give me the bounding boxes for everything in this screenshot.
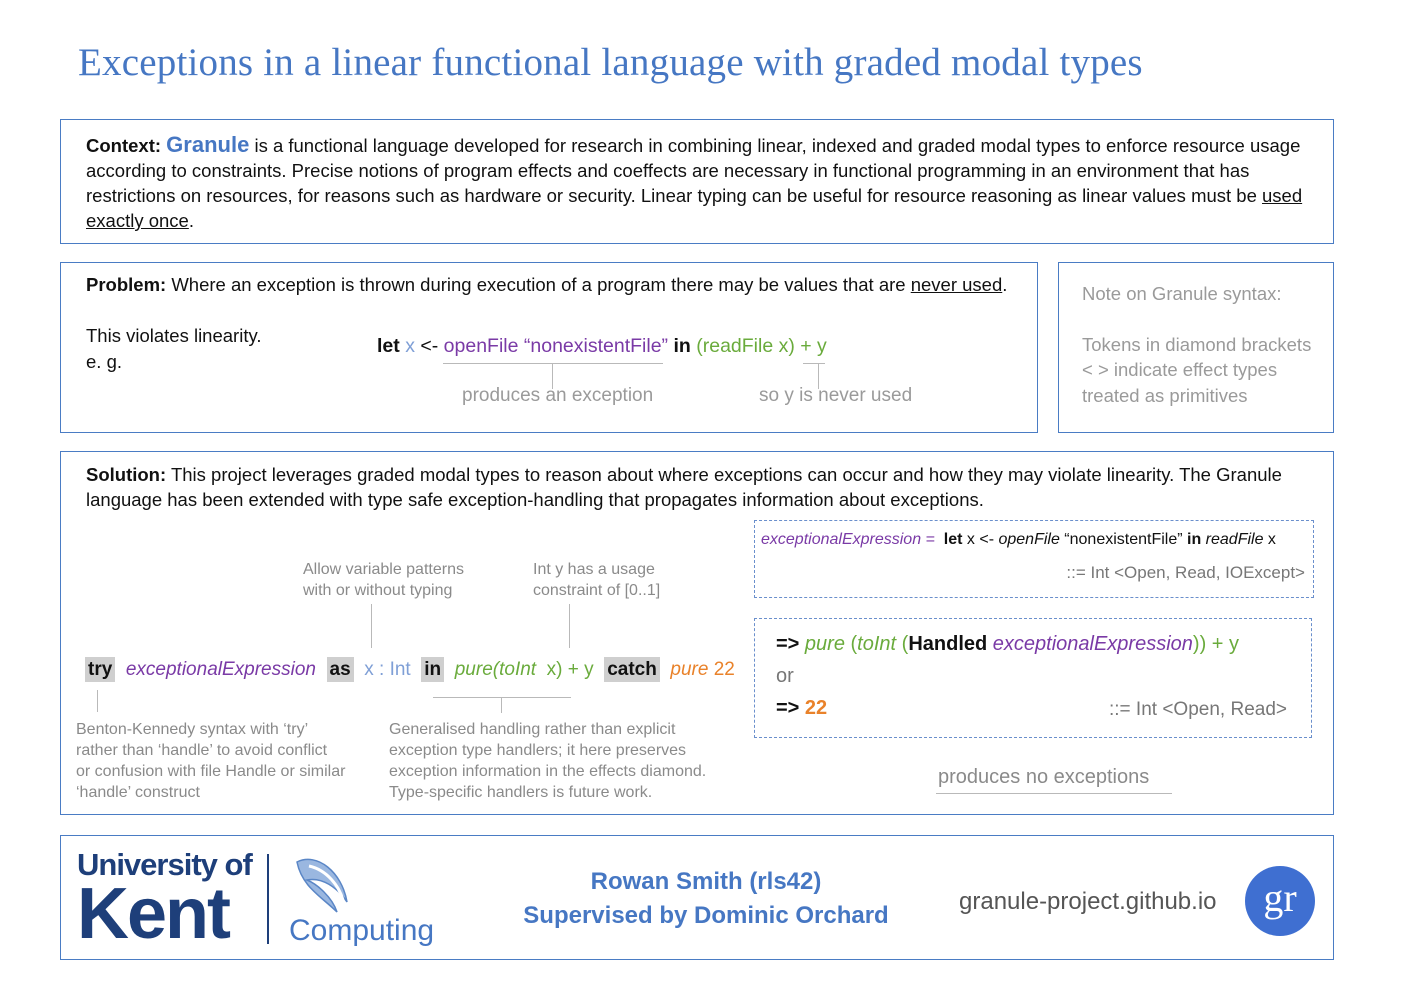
solution-paragraph: [86, 462, 1321, 512]
no-exceptions-text: produces no exceptions: [938, 766, 1150, 788]
code-let: let: [377, 335, 400, 357]
result-arrow2: =>: [776, 697, 800, 719]
def-file: “nonexistentFile”: [1059, 531, 1188, 548]
kent-text: Kent: [77, 874, 229, 954]
university-logo: [77, 847, 252, 954]
context-section: [60, 119, 1334, 244]
problem-underline: never used: [910, 274, 1003, 295]
annotation-y-never-used: so y is never used: [759, 385, 913, 406]
result-pure: pure: [804, 633, 845, 655]
computing-text: Computing: [289, 914, 435, 947]
note-benton-line1: Benton-Kennedy syntax with ‘try’: [76, 721, 309, 738]
result-22: 22: [804, 697, 828, 719]
result-type: ::= Int <Open, Read>: [1109, 699, 1287, 720]
expression-definition: [761, 531, 1276, 549]
code-in: in: [673, 335, 691, 357]
def-openfile: openFile: [998, 531, 1060, 548]
solution-label: Solution:: [86, 464, 167, 485]
code-pure-close: x) + y: [536, 659, 594, 680]
kw-catch: catch: [604, 657, 660, 682]
note-patterns-line2: with or without typing: [303, 582, 453, 599]
code-rest: (readFile x) + y: [696, 335, 827, 357]
note-benton: [76, 719, 345, 803]
granule-gr-logo: [1245, 866, 1315, 936]
kw-in: in: [421, 657, 444, 682]
def-x-arrow: x <-: [962, 531, 999, 548]
try-catch-code: [85, 659, 735, 681]
note-patterns-line1: Allow variable patterns: [303, 561, 464, 578]
kw-as: as: [327, 657, 354, 682]
syntax-note-line2: < > indicate effect types: [1082, 359, 1278, 380]
computing-logo: [283, 850, 443, 954]
def-in: in: [1187, 531, 1202, 548]
note-general-line3: exception information in the effects diamond.: [389, 763, 707, 780]
code-arrow: <-: [420, 335, 439, 357]
solution-section: [60, 451, 1334, 815]
note-usage-line1: Int y has a usage: [533, 561, 655, 578]
note-benton-line4: ‘handle’ construct: [76, 784, 200, 801]
code-expr: exceptionalExpression: [125, 659, 316, 680]
result-expr: exceptionalExpression: [987, 633, 1193, 655]
note-general-line1: Generalised handling rather than explicit: [389, 721, 676, 738]
result-line1: [776, 633, 1239, 656]
note-benton-line2: rather than ‘handle’ to avoid conflict: [76, 742, 328, 759]
def-x: x: [1263, 531, 1276, 548]
general-connector: [501, 697, 502, 713]
page-title: Exceptions in a linear functional language with graded modal types: [78, 41, 1143, 84]
problem-text: Where an exception is thrown during execution of a program there may be values that are: [166, 274, 911, 295]
code-xint: x : Int: [364, 659, 411, 680]
code-22: 22: [713, 659, 735, 680]
benton-connector: [97, 690, 98, 712]
result-box: [754, 618, 1312, 738]
annotation-exception: produces an exception: [462, 385, 654, 406]
problem-section: [60, 262, 1038, 433]
context-paragraph: [86, 132, 1321, 233]
general-line: [433, 697, 571, 698]
result-or: or: [776, 665, 794, 687]
eg-text: e. g.: [86, 351, 122, 372]
syntax-note-line3: treated as primitives: [1082, 385, 1248, 406]
def-readfile: readFile: [1201, 531, 1264, 548]
footer-section: [60, 835, 1334, 960]
note-patterns: [303, 559, 464, 601]
syntax-note-heading: Note on Granule syntax:: [1082, 283, 1282, 304]
context-label: Context:: [86, 135, 162, 156]
context-underline: used exactly once: [86, 185, 1303, 231]
note-usage: [533, 559, 660, 601]
context-text: is a functional language developed for research in combining linear, indexed and graded modal types to enforce resource usage according to constraints. Precise notions of program effects and coeffects are necessary in functional programming in an environment that has restrictions on resources, for reasons such as hardware or security. Linear typing can be useful for resource reasoning as linear values must be: [86, 135, 1301, 206]
problem-text-end: .: [1002, 274, 1008, 295]
result-paren2: (: [896, 633, 909, 655]
y-underline: [803, 363, 825, 364]
note-general-line2: exception type handlers; it here preserves: [389, 742, 687, 759]
syntax-note-section: [1058, 262, 1334, 433]
violates-text: This violates linearity.: [86, 325, 262, 346]
result-arrow1: =>: [776, 633, 800, 655]
context-text-end: .: [188, 210, 194, 231]
result-tail: )) + y: [1192, 633, 1240, 655]
result-toint: toInt: [857, 633, 897, 655]
code-openfile: openFile “nonexistentFile”: [443, 335, 669, 357]
syntax-note-line1: Tokens in diamond brackets: [1082, 334, 1312, 355]
code-toint: toInt: [499, 659, 537, 680]
note-general-line4: Type-specific handlers is future work.: [389, 784, 653, 801]
result-handled: Handled: [908, 633, 988, 655]
result-paren-open: (: [844, 633, 858, 655]
usage-connector: [569, 604, 570, 648]
patterns-connector: [371, 604, 372, 648]
def-name: exceptionalExpression =: [761, 531, 935, 548]
exception-underline: [443, 363, 663, 364]
gr-logo-text: gr: [1263, 875, 1297, 920]
supervisor-name: Supervised by Dominic Orchard: [523, 902, 889, 929]
def-type: ::= Int <Open, Read, IOExcept>: [1066, 563, 1305, 582]
note-usage-line2: constraint of [0..1]: [533, 582, 661, 599]
problem-label: Problem:: [86, 274, 167, 295]
code-pure: pure: [670, 659, 709, 680]
solution-text: This project leverages graded modal types to reason about where exceptions can occur and how they may violate linearity. The Granule language has been extended with type safe exception-handling that propagates information about exceptions.: [86, 464, 1282, 510]
note-benton-line3: or confusion with file Handle or similar: [76, 763, 346, 780]
code-x: x: [405, 335, 415, 357]
granule-name: Granule: [166, 132, 250, 157]
computing-swirl-icon: [287, 852, 357, 922]
author-name: Rowan Smith (rls42): [590, 868, 822, 895]
kw-try: try: [85, 657, 115, 682]
website-link[interactable]: granule-project.github.io: [959, 888, 1217, 915]
problem-code: [377, 335, 827, 358]
university-of-text: University of: [77, 847, 252, 882]
note-generalised: [389, 719, 706, 803]
problem-paragraph: [86, 272, 1031, 297]
logo-divider: [267, 854, 269, 944]
result-line3: [776, 697, 827, 720]
code-pure-open: pure(: [454, 659, 500, 680]
expression-definition-box: [754, 520, 1314, 598]
def-let: let: [943, 531, 963, 548]
no-exceptions-underline: [936, 793, 1172, 794]
